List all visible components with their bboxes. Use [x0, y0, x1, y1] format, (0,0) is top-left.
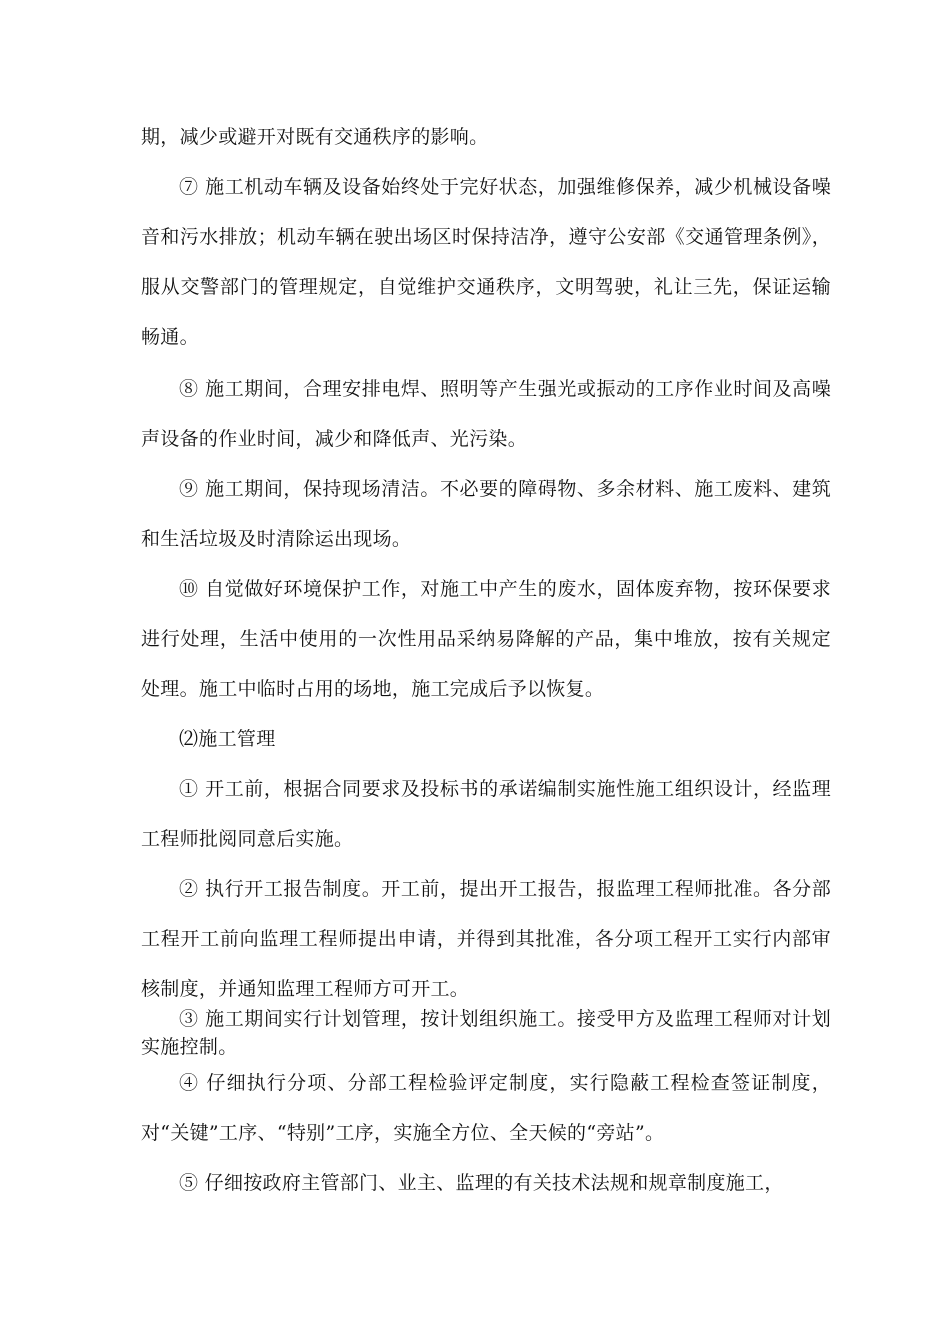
paragraph-continuation: 期，减少或避开对既有交通秩序的影响。 — [141, 126, 489, 148]
paragraph-item-8: ⑧ 施工期间，合理安排电焊、照明等产生强光或振动的工序作业时间及高噪声设备的作业时间，减少和降低声、光污染。 — [141, 378, 831, 450]
paragraph-item-9: ⑨ 施工期间，保持现场清洁。不必要的障碍物、多余材料、施工废料、建筑和生活垃圾及时清除运出现场。 — [141, 478, 831, 550]
paragraph-item-3: ③ 施工期间实行计划管理，按计划组织施工。接受甲方及监理工程师对计划实施控制。 — [141, 1008, 831, 1058]
paragraph-item-10: ⑩ 自觉做好环境保护工作，对施工中产生的废水，固体废弃物，按环保要求进行处理，生活中使用的一次性用品采纳易降解的产品，集中堆放，按有关规定处理。施工中临时占用的场地，施工完成后予以恢复。 — [141, 578, 831, 700]
paragraph-item-1: ① 开工前，根据合同要求及投标书的承诺编制实施性施工组织设计，经监理工程师批阅同意后实施。 — [141, 778, 831, 850]
paragraph-item-2: ② 执行开工报告制度。开工前，提出开工报告，报监理工程师批准。各分部工程开工前向监理工程师提出申请，并得到其批准，各分项工程开工实行内部审核制度，并通知监理工程师方可开工。 — [141, 878, 831, 1000]
section-heading-construction-management: ⑵施工管理 — [179, 728, 276, 750]
paragraph-item-4: ④ 仔细执行分项、分部工程检验评定制度，实行隐蔽工程检查签证制度，对“关键”工序、“特别”工序，实施全方位、全天候的“旁站”。 — [141, 1072, 831, 1144]
paragraph-item-5: ⑤ 仔细按政府主管部门、业主、监理的有关技术法规和规章制度施工， — [179, 1172, 784, 1194]
paragraph-item-7: ⑦ 施工机动车辆及设备始终处于完好状态，加强维修保养，减少机械设备噪音和污水排放；机动车辆在驶出场区时保持洁净，遵守公安部《交通管理条例》，服从交警部门的管理规定，自觉维护交通秩序，文明驾驶，礼让三先，保证运输畅通。 — [141, 176, 831, 348]
